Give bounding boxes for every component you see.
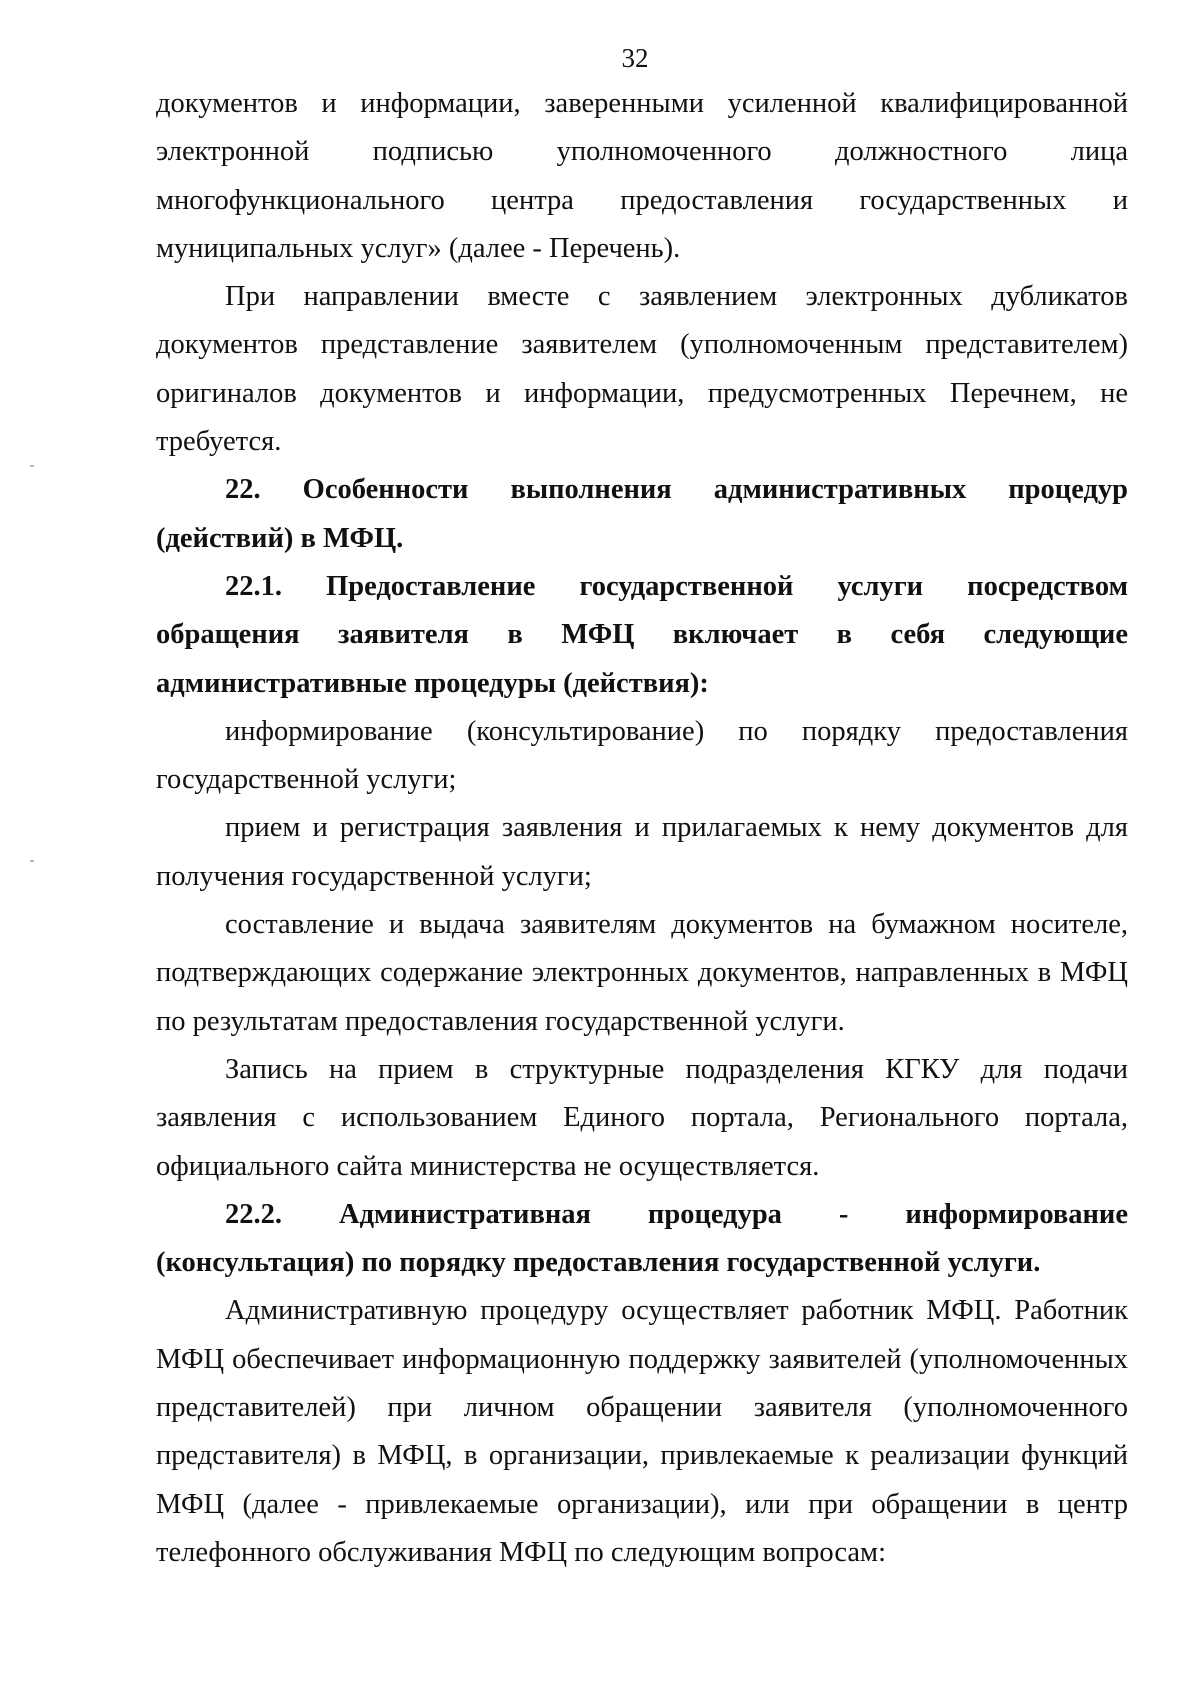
list-item-informing: информирование (консультирование) по порядку предоставления государственной услуги;: [156, 715, 1128, 796]
scan-speck: [30, 860, 34, 862]
section-heading-22-1: 22.1. Предоставление государственной услуги посредством обращения заявителя в МФЦ включает в себя следующие административные процедуры (действия):: [156, 570, 1128, 699]
list-item-registration: прием и регистрация заявления и прилагаемых к нему документов для получения государственной услуги;: [156, 812, 1128, 892]
section-heading-22: 22. Особенности выполнения административных процедур (действий) в МФЦ.: [156, 474, 1128, 554]
section-heading-22-2: 22.2. Административная процедура - информирование (консультация) по порядку предоставления государственной услуги.: [156, 1198, 1128, 1279]
paragraph-appointment: Запись на прием в структурные подразделения КГКУ для подачи заявления с использованием Единого портала, Регионального портала, официального сайта министерства не осуществляется.: [156, 1053, 1128, 1182]
page-number: 32: [621, 43, 649, 73]
paragraph-procedure: Административную процедуру осуществляет работник МФЦ. Работник МФЦ обеспечивает информационную поддержку заявителей (уполномоченных представителей) при личном обращении заявителя (уполномоченного представителя) в МФЦ, в организации, привлекаемые к реализации функций МФЦ (далее - привлекаемые организации), или при обращении в центр телефонного обслуживания МФЦ по следующим вопросам:: [156, 1295, 1128, 1568]
document-body: [156, 80, 1128, 1577]
paragraph-duplicates: При направлении вместе с заявлением электронных дубликатов документов представление заявителем (уполномоченным представителем) оригиналов документов и информации, предусмотренных Перечнем, не требуется.: [156, 281, 1128, 458]
list-item-issuance: составление и выдача заявителям документов на бумажном носителе, подтверждающих содержание электронных документов, направленных в МФЦ по результатам предоставления государственной услуги.: [156, 909, 1128, 1037]
scan-speck: [30, 465, 34, 467]
paragraph-continuation: документов и информации, заверенными усиленной квалифицированной электронной подписью уполномоченного должностного лица многофункционального центра предоставления государственных и муниципальных услуг» (далее - Перечень).: [156, 88, 1128, 264]
